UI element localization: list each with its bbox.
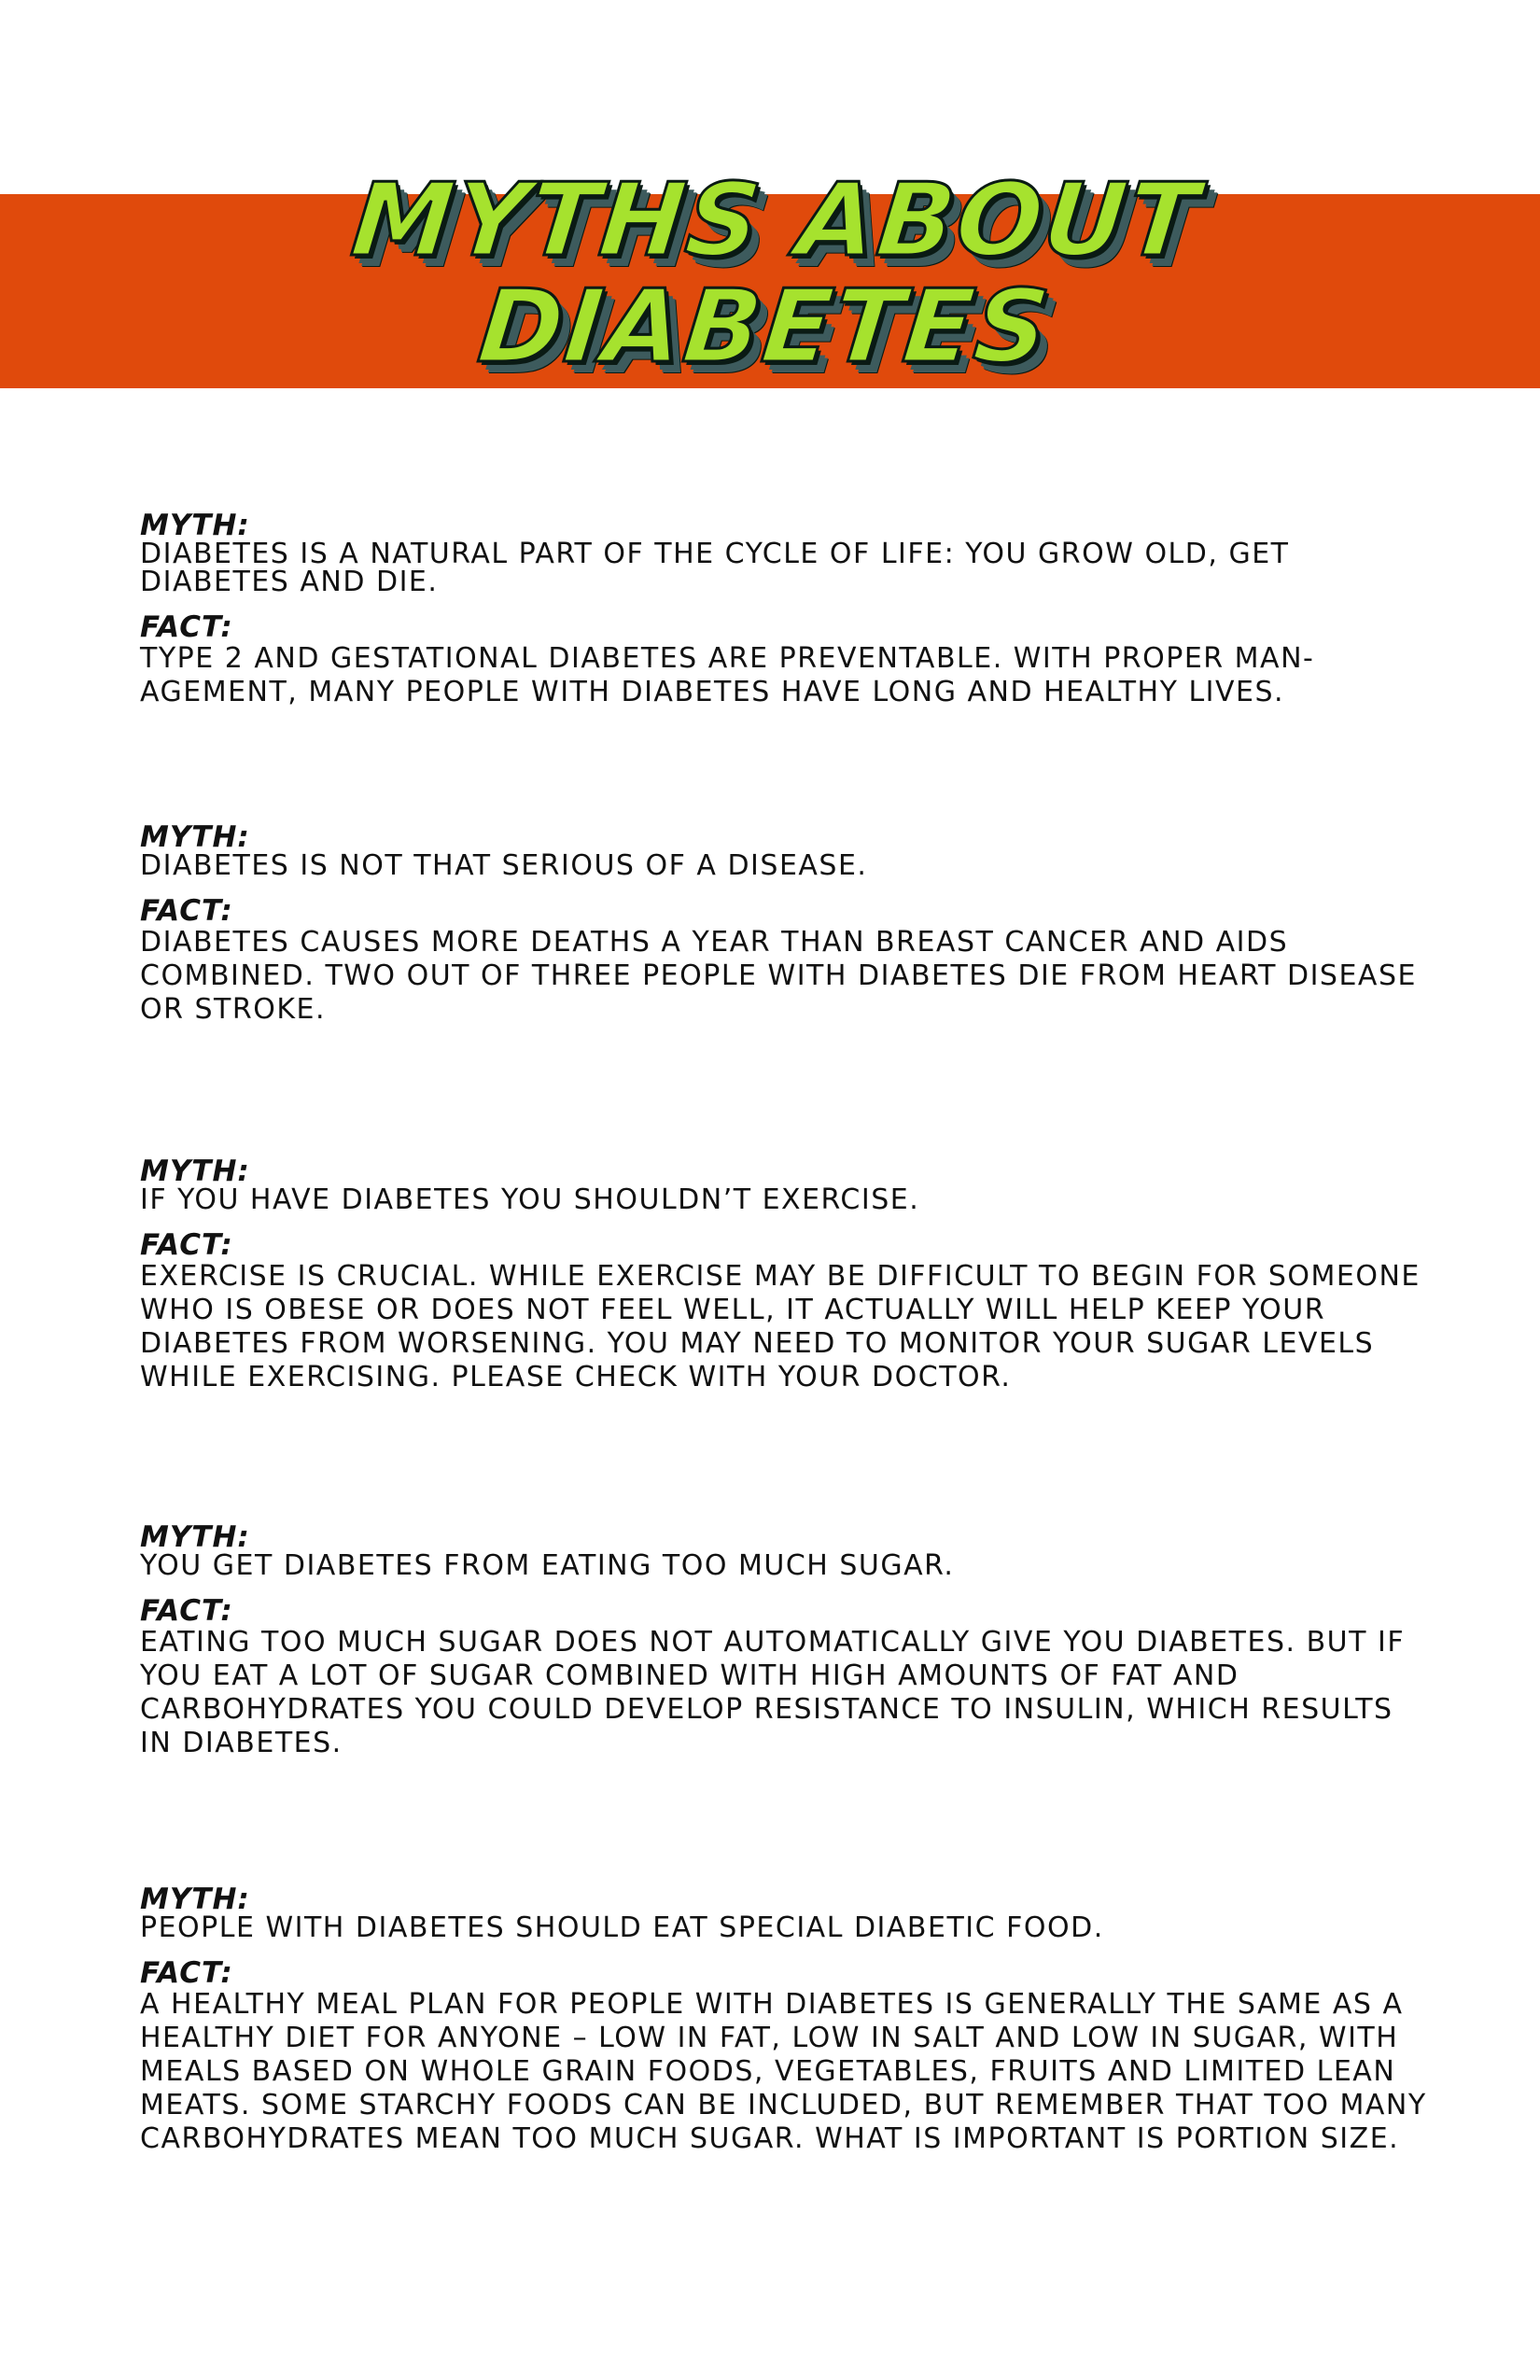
page-title: [0, 162, 1540, 385]
myth-entry-1: [140, 511, 1428, 709]
fact-text: EXERCISE IS CRUCIAL. WHILE EXERCISE MAY BE DIFFICULT TO BEGIN FOR SOMEONE WHO IS OBESE OR DOES NOT FEEL WELL, IT ACTUALLY WILL HELP KEEP YOUR DIABETES FROM WORSENING. YOU MAY NEED TO MONITOR YOUR SUGAR LEVELS WHILE EXERCISING. PLEASE CHECK WITH YOUR DOCTOR.: [140, 1260, 1421, 1393]
myth-label: MYTH:: [140, 1520, 250, 1554]
fact-text: A HEALTHY MEAL PLAN FOR PEOPLE WITH DIABETES IS GENERALLY THE SAME AS A HEALTHY DIET FOR ANYONE – LOW IN FAT, LOW IN SALT AND LOW IN SUGAR, WITH MEALS BASED ON WHOLE GRAIN FOODS, VEGETABLES, FRUITS AND LIMITED LEAN MEATS. SOME STARCHY FOODS CAN BE INCLUDED, BUT REMEMBER THAT TOO MANY CARBOHYDRATES MEAN TOO MUCH SUGAR. WHAT IS IMPORTANT IS PORTION SIZE.: [140, 1988, 1427, 2155]
fact-text: DIABETES CAUSES MORE DEATHS A YEAR THAN BREAST CANCER AND AIDS COMBINED. TWO OUT OF THREE PEOPLE WITH DIABETES DIE FROM HEART DISEASE OR STROKE.: [140, 926, 1417, 1026]
fact-block: [140, 1956, 1428, 2156]
fact-text: EATING TOO MUCH SUGAR DOES NOT AUTOMATICALLY GIVE YOU DIABETES. BUT IF YOU EAT A LOT OF SUGAR COMBINED WITH HIGH AMOUNTS OF FAT AND CARBOHYDRATES YOU COULD DEVELOP RESISTANCE TO INSULIN, WHICH RESULTS IN DIABETES.: [140, 1626, 1406, 1759]
myth-text: DIABETES IS A NATURAL PART OF THE CYCLE OF LIFE: YOU GROW OLD, GET DIABETES AND DIE.: [140, 538, 1290, 598]
myth-text: YOU GET DIABETES FROM EATING TOO MUCH SUGAR.: [140, 1549, 955, 1582]
fact-label: FACT:: [140, 1594, 233, 1628]
fact-label: FACT:: [140, 894, 233, 928]
myth-label: MYTH:: [140, 820, 250, 854]
fact-block: [140, 1228, 1428, 1394]
fact-label: FACT:: [140, 1956, 233, 1990]
fact-label: FACT:: [140, 1228, 233, 1262]
myth-label: MYTH:: [140, 1155, 250, 1188]
myth-text: PEOPLE WITH DIABETES SHOULD EAT SPECIAL DIABETIC FOOD.: [140, 1911, 1104, 1944]
myth-label: MYTH:: [140, 509, 250, 542]
myth-entry-3: [140, 1157, 1428, 1394]
myth-text: DIABETES IS NOT THAT SERIOUS OF A DISEASE.: [140, 849, 868, 882]
fact-text: TYPE 2 AND GESTATIONAL DIABETES ARE PREVENTABLE. WITH PROPER MAN-AGEMENT, MANY PEOPLE WITH DIABETES HAVE LONG AND HEALTHY LIVES.: [140, 642, 1315, 708]
myth-entry-4: [140, 1520, 1428, 1760]
page-title-line-2: DIABETES: [473, 269, 1057, 385]
myth-entry-5: [140, 1885, 1428, 2156]
fact-block: [140, 894, 1428, 1027]
myth-text: IF YOU HAVE DIABETES YOU SHOULDN’T EXERCISE.: [140, 1183, 920, 1216]
myth-entry-2: [140, 820, 1428, 1027]
fact-block: [140, 1594, 1428, 1760]
page-title-line-1: MYTHS ABOUT: [346, 162, 1205, 279]
fact-label: FACT:: [140, 610, 233, 644]
myth-label: MYTH:: [140, 1883, 250, 1916]
fact-block: [140, 610, 1428, 709]
